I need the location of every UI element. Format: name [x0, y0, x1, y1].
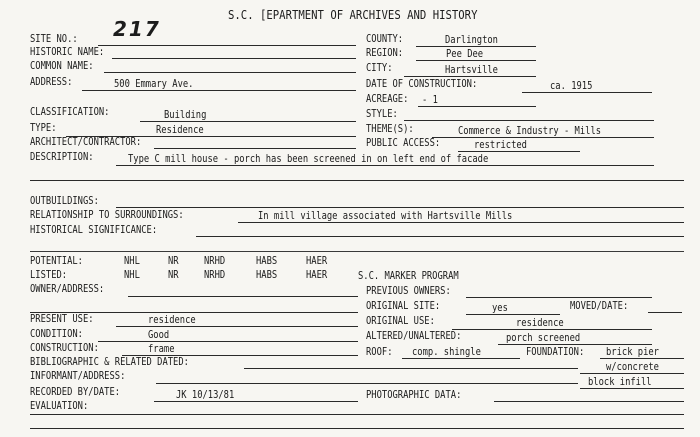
- listed-nr: NR: [168, 268, 179, 281]
- architect-line: [154, 148, 356, 149]
- sc-marker-label: S.C. MARKER PROGRAM: [358, 269, 459, 282]
- date-of-construction-label: DATE OF CONSTRUCTION:: [366, 77, 478, 90]
- section-divider: [30, 251, 684, 252]
- region-label: REGION:: [366, 46, 404, 59]
- foundation-line-1: [600, 358, 684, 359]
- foundation-label: FOUNDATION:: [526, 345, 585, 358]
- date-of-construction-line: [522, 92, 652, 93]
- owner-address-label: OWNER/ADDRESS:: [30, 282, 105, 295]
- informant-line: [156, 383, 578, 384]
- site-no-label: SITE NO.:: [30, 32, 78, 45]
- foundation-value-3: block infill: [588, 375, 652, 388]
- site-no-value: 217: [113, 17, 161, 41]
- common-name-line: [104, 72, 356, 73]
- relationship-value: In mill village associated with Hartsville Mills: [258, 209, 513, 222]
- potential-nr: NR: [168, 254, 179, 267]
- acreage-line: [418, 106, 536, 107]
- present-use-line: [116, 326, 358, 327]
- present-use-label: PRESENT USE:: [30, 312, 94, 325]
- style-label: STYLE:: [366, 107, 398, 120]
- listed-nrhd: NRHD: [204, 268, 226, 281]
- historical-significance-line: [196, 236, 684, 237]
- style-line: [404, 120, 654, 121]
- present-use-value: residence: [148, 313, 196, 326]
- original-site-label: ORIGINAL SITE:: [366, 299, 441, 312]
- county-value: Darlington: [445, 33, 498, 46]
- description-label: DESCRIPTION:: [30, 150, 94, 163]
- condition-value: Good: [148, 328, 170, 341]
- construction-label: CONSTRUCTION:: [30, 341, 99, 354]
- original-use-label: ORIGINAL USE:: [366, 314, 435, 327]
- type-value: Residence: [156, 123, 204, 136]
- informant-label: INFORMANT/ADDRESS:: [30, 369, 126, 382]
- foundation-line-3: [580, 388, 684, 389]
- description-line: [116, 165, 654, 166]
- listed-habs: HABS: [256, 268, 278, 281]
- address-value: 500 Emmary Ave.: [114, 77, 194, 90]
- site-no-line: [98, 45, 356, 46]
- themes-label: THEME(S):: [366, 122, 414, 135]
- themes-line: [432, 137, 654, 138]
- recorded-by-line: [154, 401, 358, 402]
- public-access-value: restricted: [474, 138, 527, 151]
- photographic-data-label: PHOTOGRAPHIC DATA:: [366, 388, 462, 401]
- description-value: Type C mill house - porch has been screened in on left end of facade: [128, 152, 489, 165]
- description-line-2: [30, 180, 684, 181]
- photographic-data-line: [494, 401, 684, 402]
- original-site-value: yes: [492, 301, 508, 314]
- form-title: S.C. [EPARTMENT OF ARCHIVES AND HISTORY: [228, 7, 478, 22]
- listed-nhl: NHL: [124, 268, 140, 281]
- recorded-by-value: JK 10/13/81: [176, 388, 235, 401]
- moved-date-line: [648, 312, 682, 313]
- original-site-line: [466, 314, 560, 315]
- architect-label: ARCHITECT/CONTRACTOR:: [30, 135, 142, 148]
- address-line: [82, 90, 356, 91]
- foundation-value-1: brick pier: [606, 345, 659, 358]
- type-label: TYPE:: [30, 121, 57, 134]
- previous-owners-label: PREVIOUS OWNERS:: [366, 284, 451, 297]
- region-value: Pee Dee: [446, 47, 484, 60]
- moved-date-label: MOVED/DATE:: [570, 299, 629, 312]
- condition-line: [98, 341, 358, 342]
- listed-haer: HAER: [306, 268, 328, 281]
- relationship-line: [238, 222, 684, 223]
- relationship-label: RELATIONSHIP TO SURROUNDINGS:: [30, 208, 184, 221]
- original-use-line: [452, 329, 652, 330]
- classification-line: [140, 121, 356, 122]
- date-of-construction-value: ca. 1915: [550, 79, 593, 92]
- themes-value: Commerce & Industry - Mills: [458, 124, 602, 137]
- roof-line: [402, 358, 520, 359]
- potential-label: POTENTIAL:: [30, 254, 83, 267]
- county-label: COUNTY:: [366, 32, 404, 45]
- condition-label: CONDITION:: [30, 327, 83, 340]
- outbuildings-label: OUTBUILDINGS:: [30, 194, 99, 207]
- owner-address-line: [128, 296, 358, 297]
- outbuildings-line: [116, 207, 684, 208]
- historical-significance-label: HISTORICAL SIGNIFICANCE:: [30, 223, 158, 236]
- foundation-value-2: w/concrete: [606, 360, 659, 373]
- potential-habs: HABS: [256, 254, 278, 267]
- common-name-label: COMMON NAME:: [30, 59, 94, 72]
- original-use-value: residence: [516, 316, 564, 329]
- classification-value: Building: [164, 108, 207, 121]
- evaluation-line-2: [30, 428, 684, 429]
- foundation-line-2: [580, 373, 684, 374]
- evaluation-line: [30, 414, 684, 415]
- roof-value: comp. shingle: [412, 345, 481, 358]
- classification-label: CLASSIFICATION:: [30, 105, 110, 118]
- construction-value: frame: [148, 342, 175, 355]
- evaluation-label: EVALUATION:: [30, 399, 89, 412]
- bibliographic-line: [244, 368, 578, 369]
- potential-haer: HAER: [306, 254, 328, 267]
- city-label: CITY:: [366, 61, 393, 74]
- potential-nrhd: NRHD: [204, 254, 226, 267]
- altered-label: ALTERED/UNALTERED:: [366, 329, 462, 342]
- listed-label: LISTED:: [30, 268, 68, 281]
- acreage-label: ACREAGE:: [366, 92, 409, 105]
- historic-name-label: HISTORIC NAME:: [30, 45, 105, 58]
- historic-name-line: [112, 58, 356, 59]
- recorded-by-label: RECORDED BY/DATE:: [30, 385, 121, 398]
- public-access-label: PUBLIC ACCESS:: [366, 136, 441, 149]
- bibliographic-label: BIBLIOGRAPHIC & RELATED DATED:: [30, 355, 189, 368]
- city-value: Hartsville: [445, 63, 498, 76]
- acreage-value: - 1: [422, 93, 438, 106]
- region-line: [416, 60, 536, 61]
- roof-label: ROOF:: [366, 345, 393, 358]
- previous-owners-line: [466, 297, 652, 298]
- potential-nhl: NHL: [124, 254, 140, 267]
- address-label: ADDRESS:: [30, 75, 73, 88]
- altered-value: porch screened: [506, 331, 581, 344]
